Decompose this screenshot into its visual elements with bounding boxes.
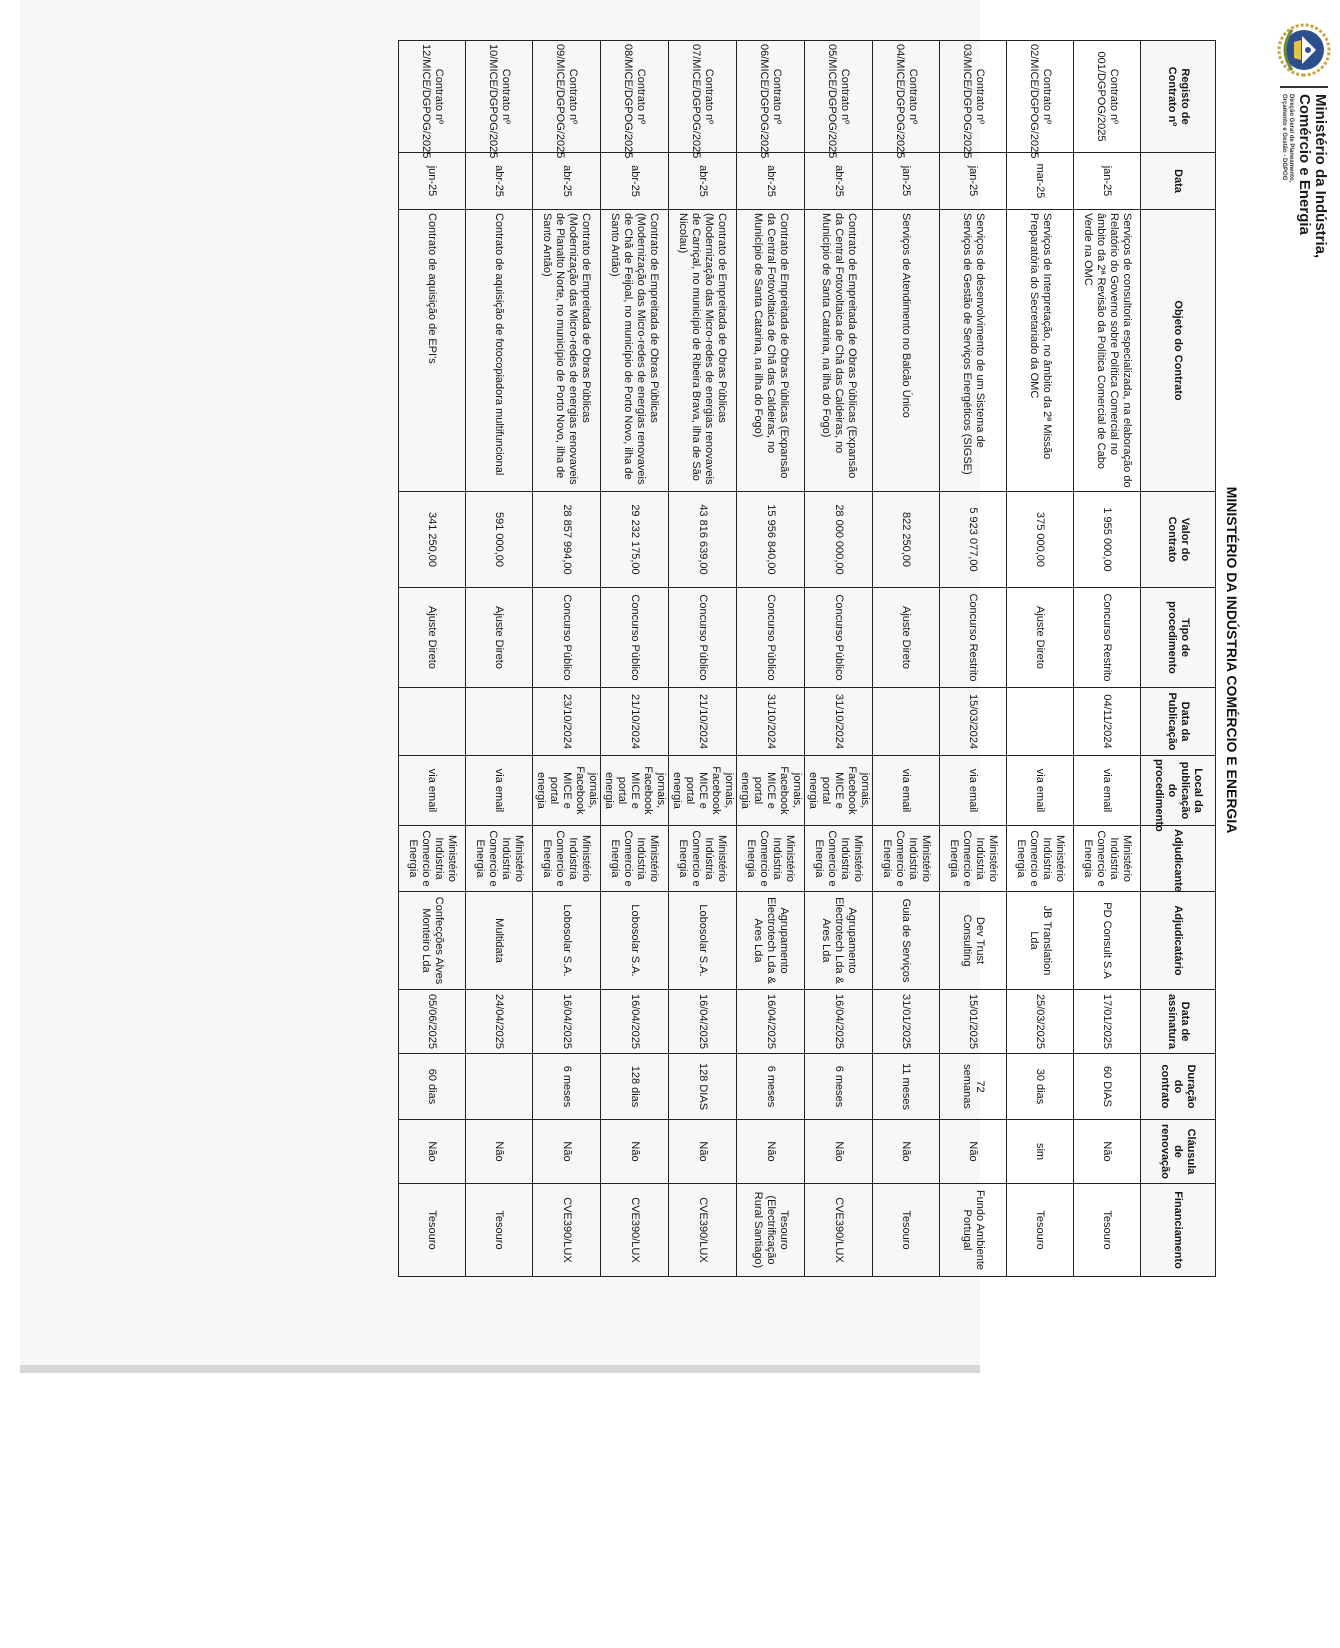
cell-tipo: Ajuste Direto: [466, 588, 533, 688]
cell-valor: 375 000,00: [1007, 492, 1074, 588]
cell-adjudicante: Ministério Indústria Comercio e Energia: [601, 826, 669, 892]
cell-local-publicacao: jornais, Facebook MICE e portal energia: [805, 756, 873, 826]
cell-adjudicante: Ministério Indústria Comercio e Energia: [737, 826, 805, 892]
cell-data: abr-25: [805, 153, 873, 210]
cell-data-publicacao: [873, 688, 940, 756]
cell-clausula: Não: [1074, 1120, 1141, 1184]
cell-data-assinatura: 16/04/2025: [601, 990, 669, 1054]
cell-financiamento: CVE390/LUX: [533, 1184, 601, 1277]
ministry-department: [1280, 94, 1294, 258]
cell-financiamento: Tesouro: [1007, 1184, 1074, 1277]
cell-objeto: Contrato de Empreitada de Obras Públicas (Modernização das Micro-redes de energias renovaveis de Carriçal, no município de Ribeira Brava, ilha de São Nicolau): [669, 210, 737, 492]
col-header-valor: Valor do Contrato: [1141, 492, 1216, 588]
table-row: [1007, 41, 1074, 1277]
cell-data: jan-25: [940, 153, 1007, 210]
cell-adjudicatario: Lobosolar S.A.: [669, 892, 737, 990]
cell-registo: Contrato nº 04/MICE/DGPOG/2025: [873, 41, 940, 153]
col-header-duracao: Duração do contrato: [1141, 1054, 1216, 1120]
cell-financiamento: CVE390/LUX: [805, 1184, 873, 1277]
cell-adjudicatario: Multidata: [466, 892, 533, 990]
table-row: [601, 41, 669, 1277]
cell-valor: 29 232 175,00: [601, 492, 669, 588]
cell-data-assinatura: 16/04/2025: [805, 990, 873, 1054]
cell-adjudicatario: Guia de Serviços: [873, 892, 940, 990]
cell-local-publicacao: jornais, Facebook MICE e portal energia: [601, 756, 669, 826]
cell-duracao: 60 DIAS: [1074, 1054, 1141, 1120]
table-row: [1074, 41, 1141, 1277]
cell-adjudicante: Ministério Indústria Comercio e Energia: [669, 826, 737, 892]
cell-financiamento: Tesouro: [1074, 1184, 1141, 1277]
table-header-row: [1141, 41, 1216, 1277]
cell-clausula: Não: [940, 1120, 1007, 1184]
cell-registo: Contrato nº 10/MICE/DGPOG/2025: [466, 41, 533, 153]
table-body: [399, 41, 1141, 1277]
cell-registo: Contrato nº 02/MICE/DGPOG/2025: [1007, 41, 1074, 153]
cell-valor: 591 000,00: [466, 492, 533, 588]
cell-data: jun-25: [399, 153, 466, 210]
cell-clausula: Não: [669, 1120, 737, 1184]
col-header-tipo: Tipo de procedimento: [1141, 588, 1216, 688]
cell-data-assinatura: 05/06/2025: [399, 990, 466, 1054]
cell-data-assinatura: 25/03/2025: [1007, 990, 1074, 1054]
scanned-page: [20, 0, 1329, 1373]
cell-objeto: Serviços de consultoria especializada, na elaboração do Relatório do Governo sobre Política Comercial no âmbito da 2ª Revisão da Política Comercial de Cabo Verde na OMC: [1074, 210, 1141, 492]
cell-adjudicatario: Dev Trust Consulting: [940, 892, 1007, 990]
letterhead: [1276, 22, 1332, 258]
document-page: [380, 0, 1340, 1320]
cell-data: abr-25: [533, 153, 601, 210]
cell-objeto: Contrato de aquisição de EPI's: [399, 210, 466, 492]
cell-data: jan-25: [1074, 153, 1141, 210]
cell-data-assinatura: 16/04/2025: [737, 990, 805, 1054]
cell-registo: Contrato nº 12/MICE/DGPOG/2025: [399, 41, 466, 153]
cell-duracao: 6 meses: [737, 1054, 805, 1120]
cell-duracao: 11 meses: [873, 1054, 940, 1120]
cell-duracao: 30 dias: [1007, 1054, 1074, 1120]
table-row: [805, 41, 873, 1277]
cell-data: mar-25: [1007, 153, 1074, 210]
coat-of-arms-icon: [1276, 22, 1332, 78]
cell-clausula: Não: [399, 1120, 466, 1184]
cell-adjudicante: Ministério Indústria Comercio e Energia: [1007, 826, 1074, 892]
cell-clausula: Não: [873, 1120, 940, 1184]
cell-adjudicatario: JB Translation Lda: [1007, 892, 1074, 990]
cell-financiamento: CVE390/LUX: [601, 1184, 669, 1277]
cell-registo: Contrato nº 08/MICE/DGPOG/2025: [601, 41, 669, 153]
cell-data-assinatura: 17/01/2025: [1074, 990, 1141, 1054]
cell-objeto: Contrato de Empreitada de Obras Públicas (Modernização das Micro-redes de energias renovaveis de Planalto Norte, no município de Porto Novo, ilha de Santo Antão): [533, 210, 601, 492]
cell-tipo: Ajuste Direto: [873, 588, 940, 688]
col-header-data: Data: [1141, 153, 1216, 210]
cell-data: abr-25: [601, 153, 669, 210]
ministry-name: [1280, 86, 1328, 258]
cell-financiamento: CVE390/LUX: [669, 1184, 737, 1277]
col-header-objeto: Objeto do Contrato: [1141, 210, 1216, 492]
cell-data-assinatura: 16/04/2025: [533, 990, 601, 1054]
cell-data-publicacao: 31/10/2024: [737, 688, 805, 756]
cell-clausula: sim: [1007, 1120, 1074, 1184]
cell-tipo: Concurso Público: [601, 588, 669, 688]
cell-tipo: Ajuste Direto: [1007, 588, 1074, 688]
cell-data-publicacao: [1007, 688, 1074, 756]
cell-adjudicatario: PD Consult S.A: [1074, 892, 1141, 990]
cell-adjudicatario: Lobosolar S.A.: [601, 892, 669, 990]
col-header-clausula: Cláusula de renovação: [1141, 1120, 1216, 1184]
cell-tipo: Ajuste Direto: [399, 588, 466, 688]
cell-data-publicacao: 04/11/2024: [1074, 688, 1141, 756]
cell-local-publicacao: via email: [873, 756, 940, 826]
cell-valor: 28 000 000,00: [805, 492, 873, 588]
cell-adjudicatario: Agrupamento Electrotech Lda & Ares Lda: [737, 892, 805, 990]
cell-registo: Contrato nº 03/MICE/DGPOG/2025: [940, 41, 1007, 153]
cell-objeto: Serviços de Interpretação, no âmbito da 2ª Missão Preparatória do Secretariado da OMC: [1007, 210, 1074, 492]
ministry-name-line1: Ministério da Indústria,: [1312, 94, 1329, 259]
cell-adjudicante: Ministério Indústria Comercio e Energia: [466, 826, 533, 892]
cell-adjudicatario: Confecções Alves Monteiro Lda: [399, 892, 466, 990]
cell-clausula: Não: [805, 1120, 873, 1184]
cell-data-assinatura: 31/01/2025: [873, 990, 940, 1054]
table-row: [873, 41, 940, 1277]
cell-tipo: Concurso Público: [805, 588, 873, 688]
page-title: MINISTÉRIO DA INDÚSTRIA COMÉRCIO E ENERGIA: [1224, 486, 1240, 834]
cell-financiamento: Tesouro: [399, 1184, 466, 1277]
col-header-data-publicacao: Data da Publicação: [1141, 688, 1216, 756]
table-row: [533, 41, 601, 1277]
cell-tipo: Concurso Restrito: [1074, 588, 1141, 688]
ministry-department-line1: Direção Geral de Planeamento,: [1288, 94, 1294, 183]
cell-valor: 341 250,00: [399, 492, 466, 588]
cell-data-publicacao: 23/10/2024: [533, 688, 601, 756]
cell-data-assinatura: 24/04/2025: [466, 990, 533, 1054]
cell-local-publicacao: jornais, Facebook MICE e portal energia: [533, 756, 601, 826]
cell-data: abr-25: [737, 153, 805, 210]
cell-valor: 15 956 840,00: [737, 492, 805, 588]
cell-local-publicacao: jornais, Facebook MICE e portal energia: [737, 756, 805, 826]
cell-local-publicacao: via email: [1007, 756, 1074, 826]
cell-objeto: Serviços de desenvolvimento de um Sistema de Serviços de Gestão de Serviços Energéticos (SIGSE): [940, 210, 1007, 492]
cell-valor: 1 955 000,00: [1074, 492, 1141, 588]
cell-local-publicacao: via email: [399, 756, 466, 826]
col-header-adjudicatario: Adjudicatário: [1141, 892, 1216, 990]
cell-objeto: Contrato de Empreitada de Obras Públicas (Modernização das Micro-redes de energias renovaveis de Chã de Feijoal, no município de Porto Novo, ilha de Santo Antão): [601, 210, 669, 492]
cell-clausula: Não: [601, 1120, 669, 1184]
col-header-local-publicacao: Local da publicação do procedimento: [1141, 756, 1216, 826]
cell-adjudicante: Ministério Indústria Comercio e Energia: [533, 826, 601, 892]
cell-objeto: Serviços de Atendimento no Balcão Único: [873, 210, 940, 492]
cell-duracao: 6 meses: [533, 1054, 601, 1120]
cell-data: abr-25: [466, 153, 533, 210]
cell-duracao: 128 DIAS: [669, 1054, 737, 1120]
cell-tipo: Concurso Público: [669, 588, 737, 688]
cell-local-publicacao: jornais, Facebook MICE e portal energia: [669, 756, 737, 826]
cell-financiamento: Tesouro (Electrificação Rural Santiago): [737, 1184, 805, 1277]
table-row: [737, 41, 805, 1277]
cell-duracao: 72 semanas: [940, 1054, 1007, 1120]
cell-valor: 5 923 077,00: [940, 492, 1007, 588]
col-header-financiamento: Financiamento: [1141, 1184, 1216, 1277]
cell-clausula: Não: [466, 1120, 533, 1184]
cell-financiamento: Tesouro: [873, 1184, 940, 1277]
cell-adjudicante: Ministério Indústria Comercio e Energia: [399, 826, 466, 892]
cell-valor: 28 857 994,00: [533, 492, 601, 588]
cell-valor: 822 250,00: [873, 492, 940, 588]
cell-data: abr-25: [669, 153, 737, 210]
cell-data: jan-25: [873, 153, 940, 210]
cell-tipo: Concurso Público: [737, 588, 805, 688]
cell-clausula: Não: [533, 1120, 601, 1184]
cell-registo: Contrato nº 06/MICE/DGPOG/2025: [737, 41, 805, 153]
cell-data-assinatura: 16/04/2025: [669, 990, 737, 1054]
cell-local-publicacao: via email: [940, 756, 1007, 826]
cell-registo: Contrato nº 07/MICE/DGPOG/2025: [669, 41, 737, 153]
cell-adjudicatario: Lobosolar S.A.: [533, 892, 601, 990]
cell-registo: Contrato nº 001/DGPOG/2025: [1074, 41, 1141, 153]
cell-registo: Contrato nº 05/MICE/DGPOG/2025: [805, 41, 873, 153]
cell-objeto: Contrato de Empreitada de Obras Públicas (Expansão da Central Fotovoltaica de Chã das Caldeiras, no Município de Santa Catarina, na ilha do Fogo): [805, 210, 873, 492]
cell-adjudicante: Ministério Indústria Comercio e Energia: [805, 826, 873, 892]
col-header-registo: Registo de Contrato nº: [1141, 41, 1216, 153]
cell-adjudicante: Ministério Indústria Comercio e Energia: [940, 826, 1007, 892]
ministry-department-line2: Orçamento e Gestão - DGPOG: [1281, 94, 1287, 181]
cell-adjudicante: Ministério Indústria Comercio e Energia: [1074, 826, 1141, 892]
cell-duracao: 6 meses: [805, 1054, 873, 1120]
cell-financiamento: Fundo Ambiente Portugal: [940, 1184, 1007, 1277]
cell-adjudicatario: Agrupamento Electrotech Lda & Ares Lda: [805, 892, 873, 990]
table-row: [940, 41, 1007, 1277]
ministry-name-line2: Comércio e Energia: [1296, 94, 1313, 235]
table-row: [466, 41, 533, 1277]
cell-registo: Contrato nº 09/MICE/DGPOG/2025: [533, 41, 601, 153]
cell-local-publicacao: via email: [466, 756, 533, 826]
cell-tipo: Concurso Restrito: [940, 588, 1007, 688]
cell-duracao: 128 dias: [601, 1054, 669, 1120]
contracts-table: [398, 40, 1216, 1277]
col-header-adjudicante: Adjudicante: [1141, 826, 1216, 892]
cell-local-publicacao: via email: [1074, 756, 1141, 826]
col-header-data-assinatura: Data de assinatura: [1141, 990, 1216, 1054]
cell-financiamento: Tesouro: [466, 1184, 533, 1277]
cell-duracao: 60 dias: [399, 1054, 466, 1120]
cell-data-publicacao: [399, 688, 466, 756]
cell-objeto: Contrato de Empreitada de Obras Públicas (Expansão da Central Fotovoltaica de Chã das Caldeiras, no Município de Santa Catarina, na ilha do Fogo): [737, 210, 805, 492]
cell-data-assinatura: 15/01/2025: [940, 990, 1007, 1054]
cell-valor: 43 816 639,00: [669, 492, 737, 588]
cell-data-publicacao: 21/10/2024: [669, 688, 737, 756]
cell-data-publicacao: [466, 688, 533, 756]
cell-duracao: [466, 1054, 533, 1120]
cell-data-publicacao: 21/10/2024: [601, 688, 669, 756]
cell-adjudicante: Ministério Indústria Comercio e Energia: [873, 826, 940, 892]
table-row: [669, 41, 737, 1277]
cell-data-publicacao: 31/10/2024: [805, 688, 873, 756]
table-row: [399, 41, 466, 1277]
cell-data-publicacao: 15/03/2024: [940, 688, 1007, 756]
cell-objeto: Contrato de aquisição de fotocopiadora multifuncional: [466, 210, 533, 492]
cell-clausula: Não: [737, 1120, 805, 1184]
cell-tipo: Concurso Público: [533, 588, 601, 688]
